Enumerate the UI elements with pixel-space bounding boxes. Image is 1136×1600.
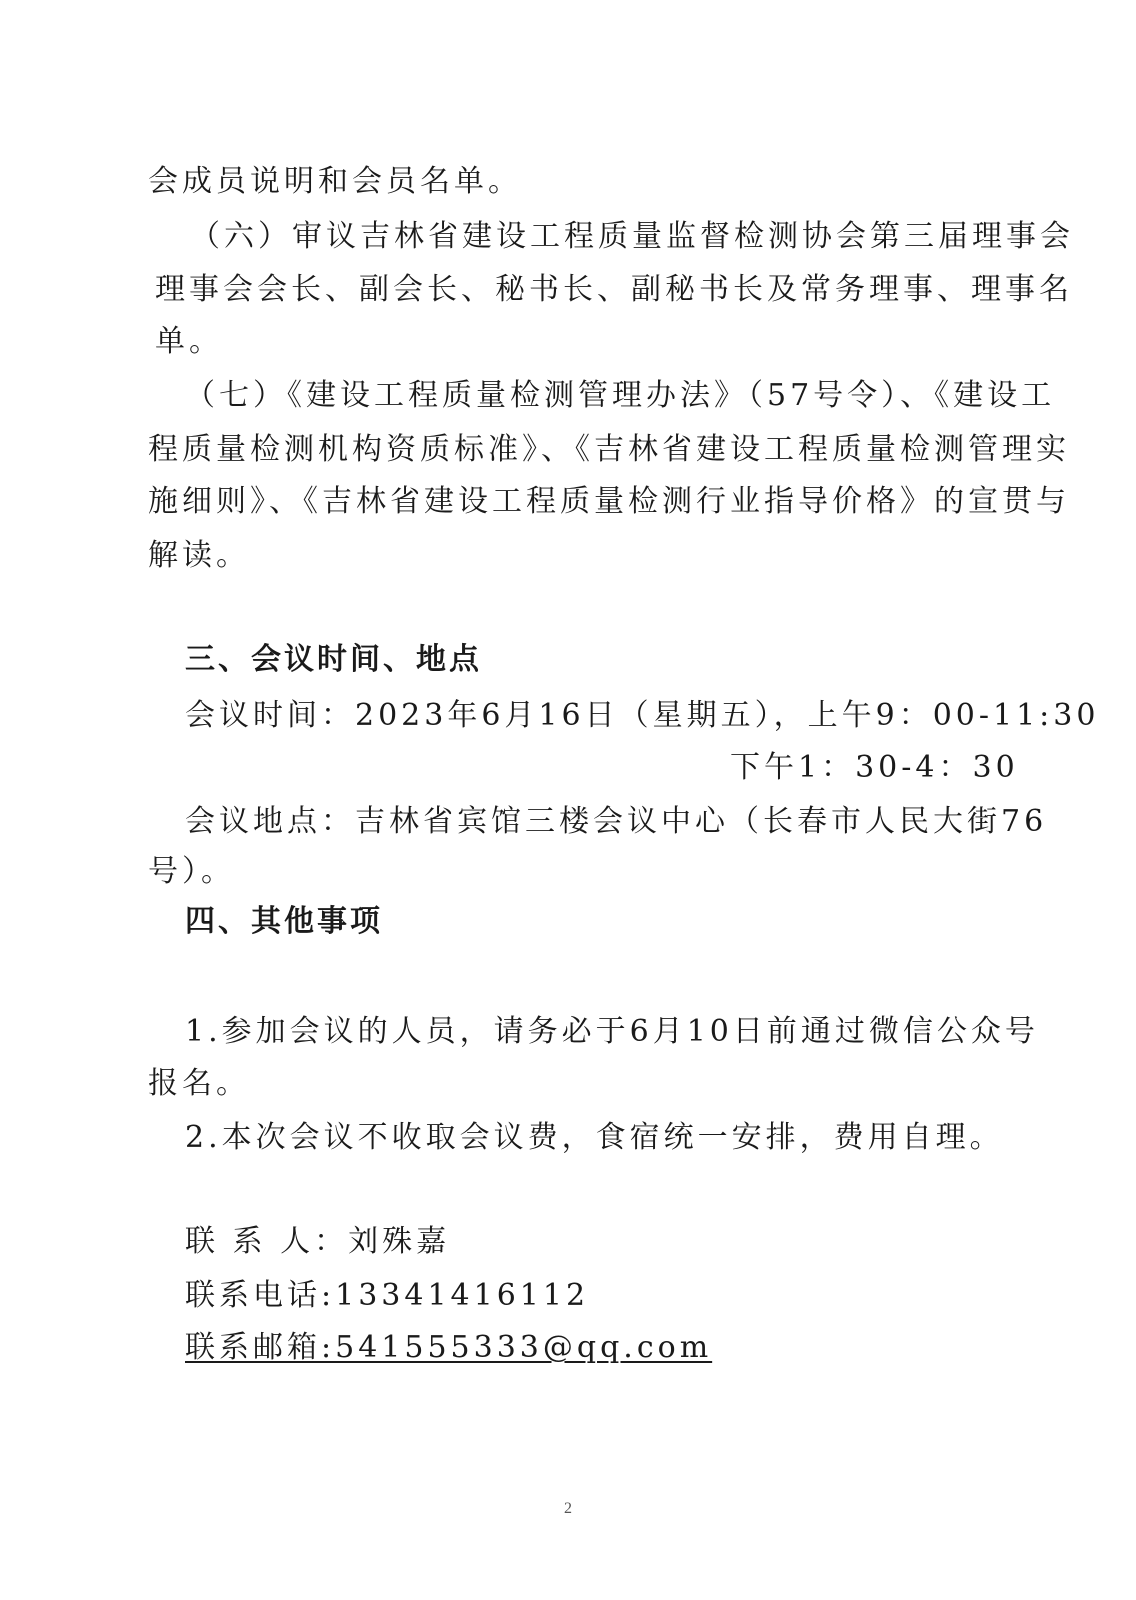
meeting-place-line1: 会议地点：吉林省宾馆三楼会议中心（长春市人民大街76 [185,804,1048,839]
item7-line2: 程质量检测机构资质标准》、《吉林省建设工程质量检测管理实 [148,432,1070,467]
section4-heading: 四、其他事项 [185,904,383,939]
item7-line4: 解读。 [148,538,250,573]
item6-line1: （六）审议吉林省建设工程质量监督检测协会第三届理事会 [190,219,1074,254]
item7-line3: 施细则》、《吉林省建设工程质量检测行业指导价格》的宣贯与 [148,484,1070,519]
item7-line1: （七）《建设工程质量检测管理办法》（57号令）、《建设工 [185,378,1056,413]
meeting-place-line2: 号）。 [148,854,235,889]
contact-person: 联 系 人：刘殊嘉 [185,1224,451,1259]
other-item1-line1: 1.参加会议的人员，请务必于6月10日前通过微信公众号 [185,1014,1039,1049]
other-item2: 2.本次会议不收取会议费，食宿统一安排，费用自理。 [185,1120,1004,1155]
meeting-time-line2: 下午1：30-4：30 [730,750,1019,785]
section3-heading: 三、会议时间、地点 [185,642,482,677]
contact-phone: 联系电话:13341416112 [185,1278,590,1313]
meeting-time-line1: 会议时间：2023年6月16日（星期五），上午9：00-11:30 [185,698,1100,733]
contact-email[interactable]: 联系邮箱:541555333@qq.com [185,1330,713,1365]
other-item1-line2: 报名。 [148,1066,250,1101]
page-number: 2 [564,1500,572,1517]
item6-line2: 理事会会长、副会长、秘书长、副秘书长及常务理事、理事名 [155,272,1073,307]
item5-continuation: 会成员说明和会员名单。 [148,164,522,199]
item6-line3: 单。 [155,324,223,359]
